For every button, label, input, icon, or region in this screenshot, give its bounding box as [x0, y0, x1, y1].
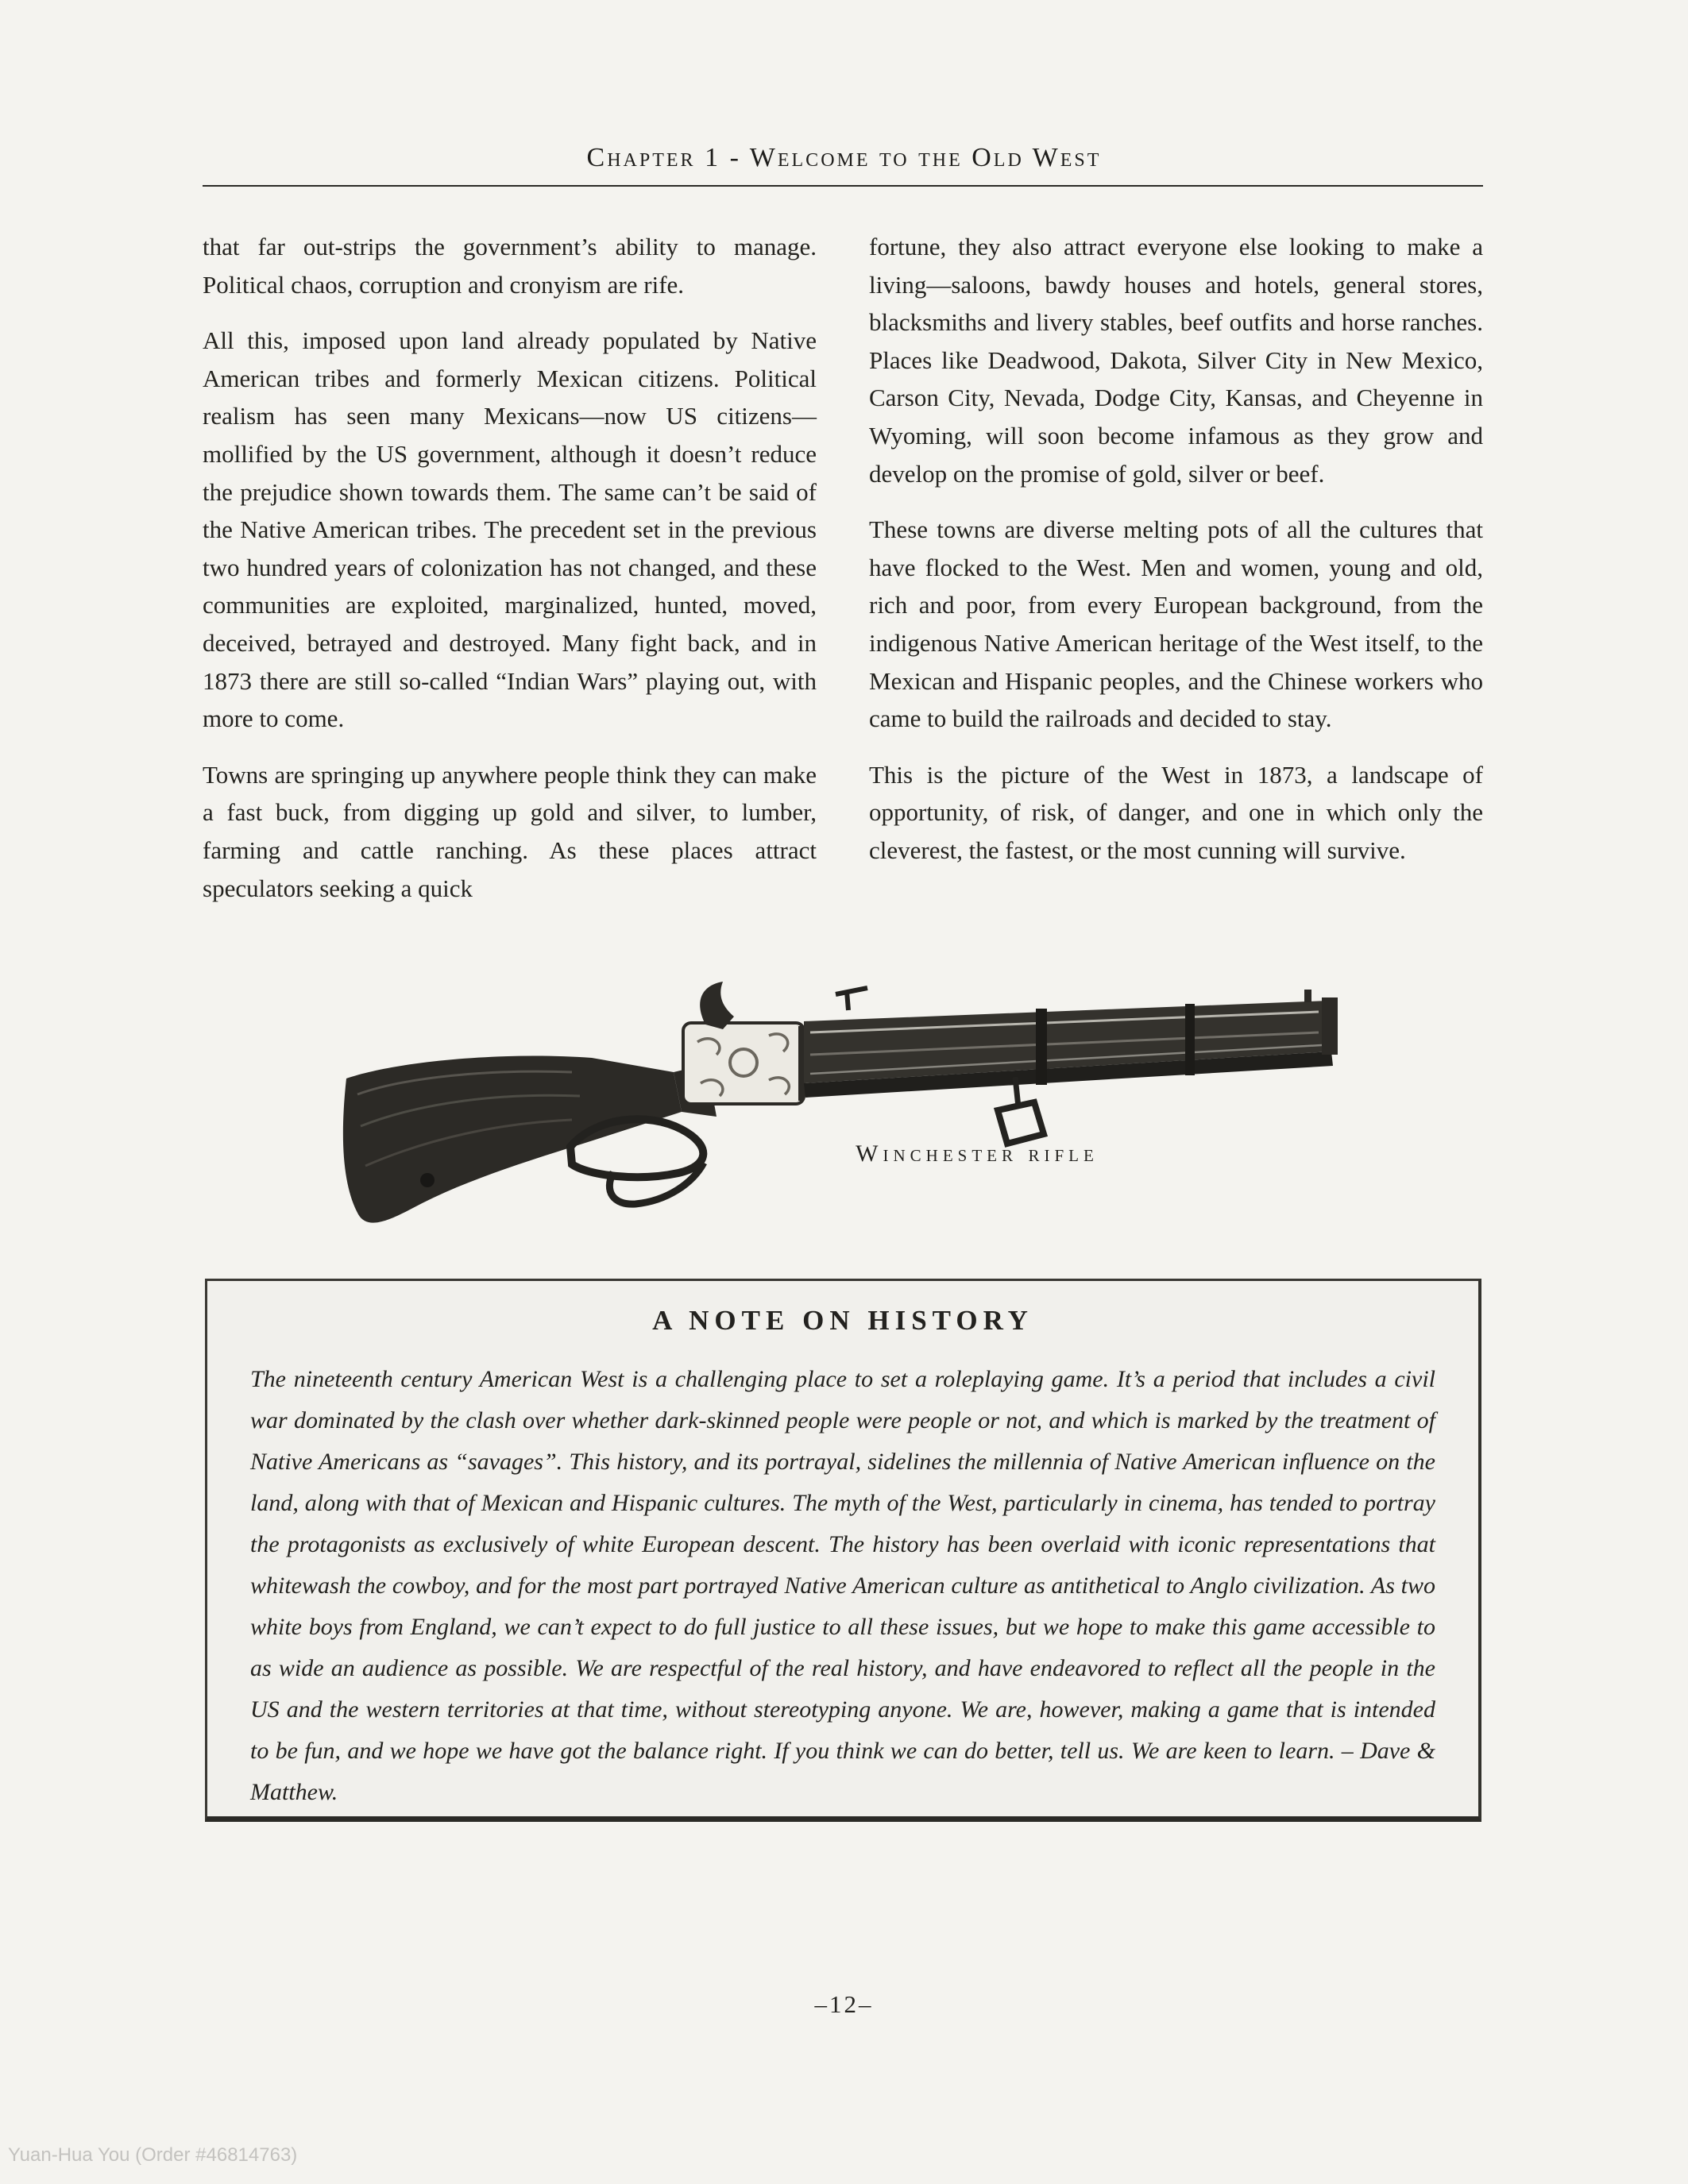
paragraph: Towns are springing up anywhere people think they can make a fast buck, from digging up gold and silver, to lumber, farming and cattle ranching. As these places attract speculators seeking a quick	[203, 760, 817, 902]
paragraph: that far out-strips the government’s ability to manage. Political chaos, corruption and cronyism are rife.	[203, 233, 817, 299]
paragraph: These towns are diverse melting pots of all the cultures that have flocked to the West. Men and women, young and old, rich and poor, from every European background, from the indigenous Native American heritage of the West itself, to the Mexican and Hispanic peoples, and the Chinese workers who came to build the railroads and decided to stay.	[869, 515, 1483, 733]
winchester-rifle-illustration	[334, 975, 1358, 1245]
note-on-history-box	[205, 1279, 1481, 1822]
note-title: A NOTE ON HISTORY	[652, 1305, 1033, 1336]
header-rule	[203, 185, 1483, 187]
paragraph: fortune, they also attract everyone else looking to make a living—saloons, bawdy houses and hotels, general stores, blacksmiths and livery stables, beef outfits and horse ranches. Places like Deadwood, Dakota, Silver City in New Mexico, Carson City, Nevada, Dodge City, Kansas, and Cheyenne in Wyoming, will soon become infamous as they grow and develop on the promise of gold, silver or beef.	[869, 233, 1483, 488]
page-number: –12–	[814, 1990, 874, 2018]
figure-caption: Winchester rifle	[856, 1140, 1099, 1167]
note-body: The nineteenth century American West is a challenging place to set a roleplaying game. It’s a period that includes a civil war dominated by the clash over whether dark-skinned people were people or not, and which is marked by the treatment of Native Americans as “savages”. This history, and its portrayal, sidelines the millennia of Native American influence on the land, along with that of Mexican and Hispanic cultures. The myth of the West, particularly in cinema, has tended to portray the protagonists as exclusively of white European descent. The history has been overlaid with iconic representations that whitewash the cowboy, and for the most part portrayed Native American culture as antithetical to Anglo civilization. As two white boys from England, we can’t expect to do full justice to all these issues, but we hope to make this game accessible to as wide an audience as possible. We are respectful of the real history, and have endeavored to reflect all the people in the US and the western territories at that time, without stereotyping anyone. We are, however, making a game that is intended to be fun, and we hope we have got the balance right. If you think we can do better, tell us. We are keen to learn. – Dave & Matthew.	[250, 1366, 1435, 1805]
chapter-header: Chapter 1 - Welcome to the Old West	[586, 143, 1102, 172]
paragraph: All this, imposed upon land already populated by Native American tribes and formerly Mexican citizens. Political realism has seen many Mexicans—now US citizens—mollified by the US government, although it doesn’t reduce the prejudice shown towards them. The same can’t be said of the Native American tribes. The precedent set in the previous two hundred years of colonization has not changed, and these communities are exploited, marginalized, hunted, moved, deceived, betrayed and destroyed. Many fight back, and in 1873 there are still so-called “Indian Wars” playing out, with more to come.	[203, 326, 817, 733]
text-column-right	[869, 228, 1483, 888]
rifle-sketch-icon	[334, 975, 1358, 1245]
text-column-left	[203, 228, 817, 925]
paragraph: This is the picture of the West in 1873, a landscape of opportunity, of risk, of danger, and one in which only the cleverest, the fastest, or the most cunning will survive.	[869, 760, 1483, 864]
order-watermark: Yuan-Hua You (Order #46814763)	[8, 2144, 298, 2166]
